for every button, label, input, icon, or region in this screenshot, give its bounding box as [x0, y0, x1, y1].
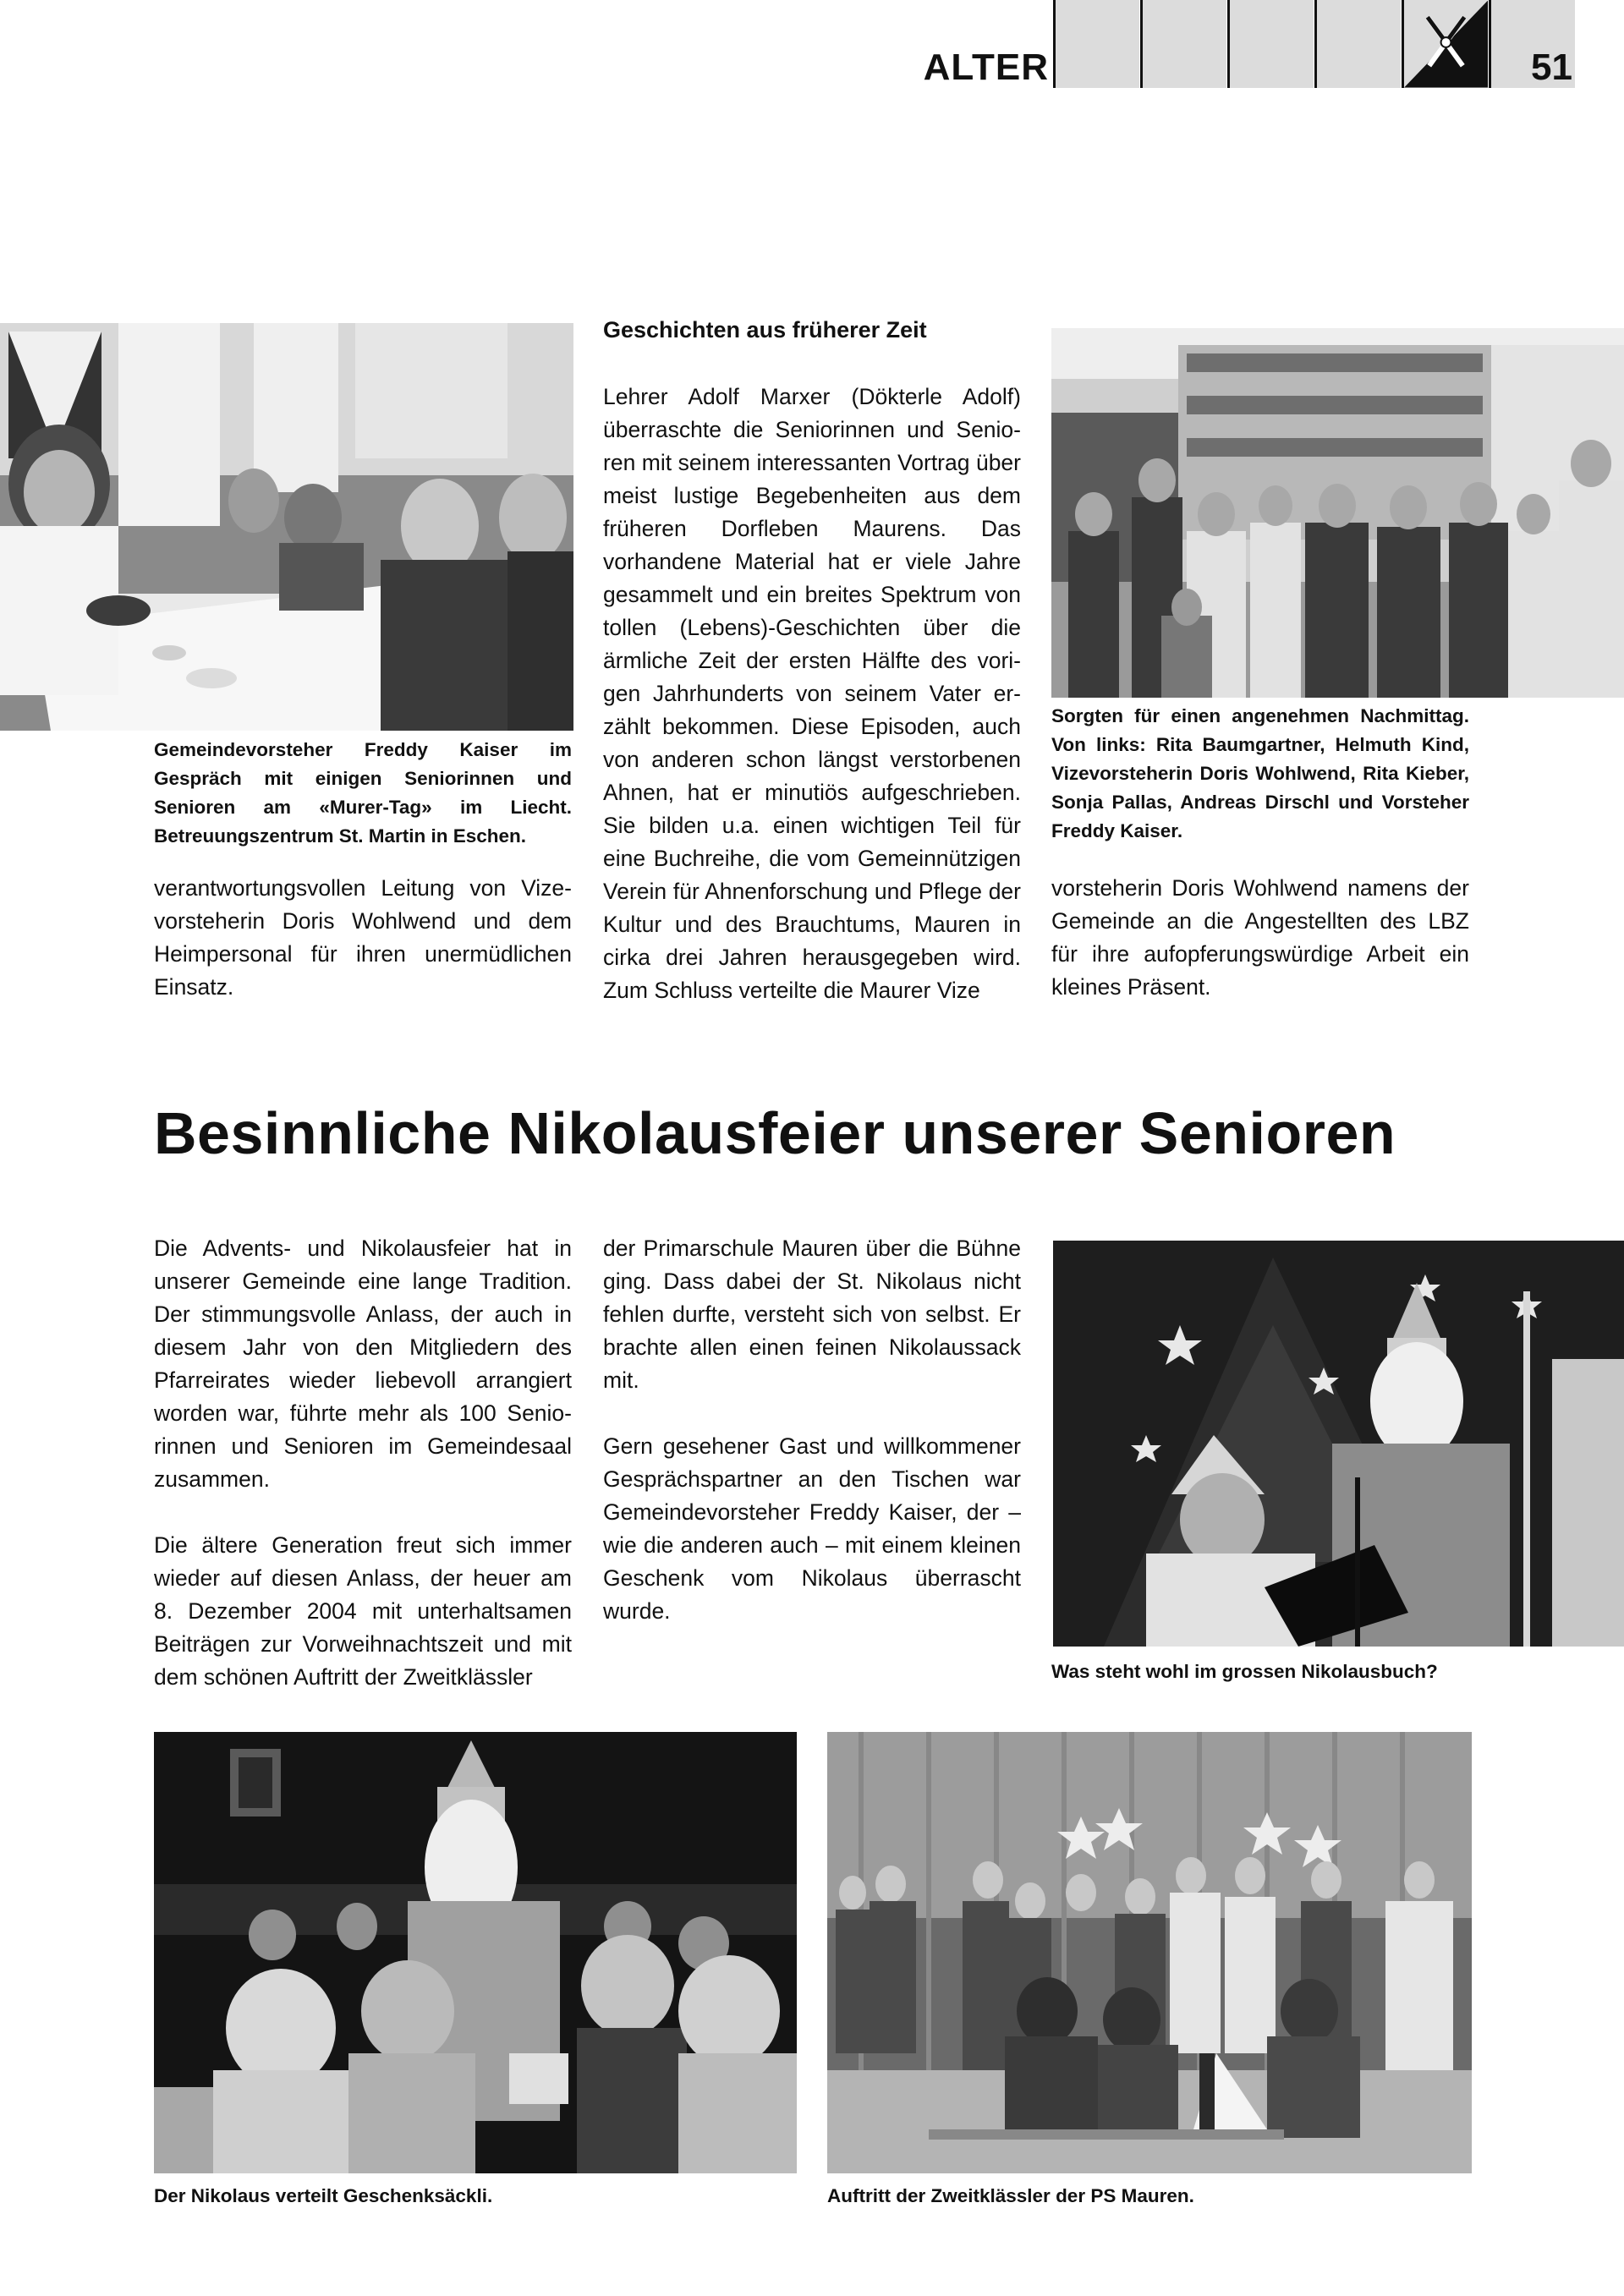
bottom-article-column-2 — [603, 1232, 1021, 1628]
top-article-column-3 — [1051, 872, 1469, 1004]
header-grid — [1053, 0, 1577, 88]
photo-second-graders-stage — [827, 1732, 1472, 2173]
photo-seniors-table — [0, 323, 573, 731]
paragraph: Gern gesehener Gast und willkommener Gesprächspartner an den Tischen war Gemeindevorsteher Freddy Kaiser, der – wie die anderen auch – mit einem kleinen Geschenk vom Nikolaus überrascht wurde. — [603, 1433, 1021, 1624]
subheading: Geschichten aus früherer Zeit — [603, 317, 927, 342]
page-number: 51 — [1531, 47, 1572, 88]
paragraph: der Primarschule Mauren über die Bühne ging. Dass dabei der St. Nikolaus nicht fehlen durfte, versteht sich von selbst. Er brachte allen einen feinen Nikolaussack mit. — [603, 1236, 1021, 1393]
municipal-crest-icon — [1402, 0, 1488, 88]
top-article-column-2 — [603, 381, 1021, 1007]
photo-group-building — [1051, 328, 1624, 698]
header-grid-cell — [1140, 0, 1226, 88]
top-article-column-1 — [154, 872, 572, 1004]
paragraph: vorsteherin Doris Wohlwend namens der Gemeinde an die Angestellten des LBZ für ihre aufopferungswürdige Arbeit ein kleines Präsent. — [1051, 875, 1469, 1000]
caption-photo-nikolaus-gifts: Der Nikolaus verteilt Geschenksäckli. — [154, 2185, 493, 2206]
caption-photo-group-building: Sorgten für einen angenehmen Nachmittag. Von links: Rita Baumgartner, Helmuth Kind, Vizevorsteherin Doris Wohlwend, Rita Kieber, Sonja Pallas, Andreas Dirschl und Vorsteher Freddy Kaiser. — [1051, 705, 1469, 841]
paragraph: Die Advents- und Nikolausfeier hat in unserer Gemeinde eine lange Tradition. Der stimmungsvolle Anlass, der auch in diesem Jahr von den Mitgliedern des Pfarreirates wieder liebevoll arrangiert worden war, führte mehr als 100 Seniorinnen und Senioren im Gemeindesaal zusammen. — [154, 1236, 572, 1492]
section-title: ALTER — [923, 47, 1049, 88]
header-grid-cell — [1053, 0, 1139, 88]
caption-photo-seniors-table: Gemeindevorsteher Freddy Kaiser im Gespräch mit einigen Seniorinnen und Senioren am «Murer-Tag» im Liecht. Betreuungszentrum St. Martin in Eschen. — [154, 739, 572, 847]
paragraph: verantwortungsvollen Leitung von Vizevorsteherin Doris Wohlwend und dem Heimpersonal für ihren unermüdlichen Einsatz. — [154, 875, 572, 1000]
caption-photo-second-graders-stage: Auftritt der Zweitklässler der PS Mauren. — [827, 2185, 1194, 2206]
bottom-article-column-1 — [154, 1232, 572, 1694]
photo-nikolaus-book — [1053, 1241, 1624, 1647]
caption-photo-nikolaus-book: Was steht wohl im grossen Nikolausbuch? — [1051, 1661, 1438, 1682]
paragraph: Die ältere Generation freut sich immer wieder auf diesen Anlass, der heuer am 8. Dezember 2004 mit unterhaltsamen Beiträgen zur Vorweihnachtszeit und mit dem schönen Auftritt der Zweitklässler — [154, 1532, 572, 1690]
paragraph: Lehrer Adolf Marxer (Dökterle Adolf) überraschte die Seniorinnen und Senioren mit seinem interessanten Vortrag über meist lustige Begebenheiten aus dem früheren Dorfleben Maurens. Das vorhandene Material hat er viele Jahre gesammelt und ein breites Spektrum von tollen (Lebens)-Geschichten über die ärmliche Zeit der ersten Hälfte des vorigen Jahrhunderts von seinem Vater erzählt bekommen. Diese Episoden, auch von anderen schon längst verstorbenen Ahnen, hat er minutiös aufgeschrieben. Sie bilden u.a. einen wichtigen Teil für eine Buchreihe, die vom Gemeinnützigen Verein für Ahnenforschung und Pflege der Kultur und des Brauchtums, Mauren in cirka drei Jahren herausgegeben wird. Zum Schluss verteilte die Maurer Vize — [603, 384, 1021, 1003]
header-grid-cell — [1314, 0, 1401, 88]
article-headline: Besinnliche Nikolausfeier unserer Senioren — [154, 1100, 1396, 1166]
photo-nikolaus-gifts — [154, 1732, 797, 2173]
header-grid-cell — [1227, 0, 1314, 88]
